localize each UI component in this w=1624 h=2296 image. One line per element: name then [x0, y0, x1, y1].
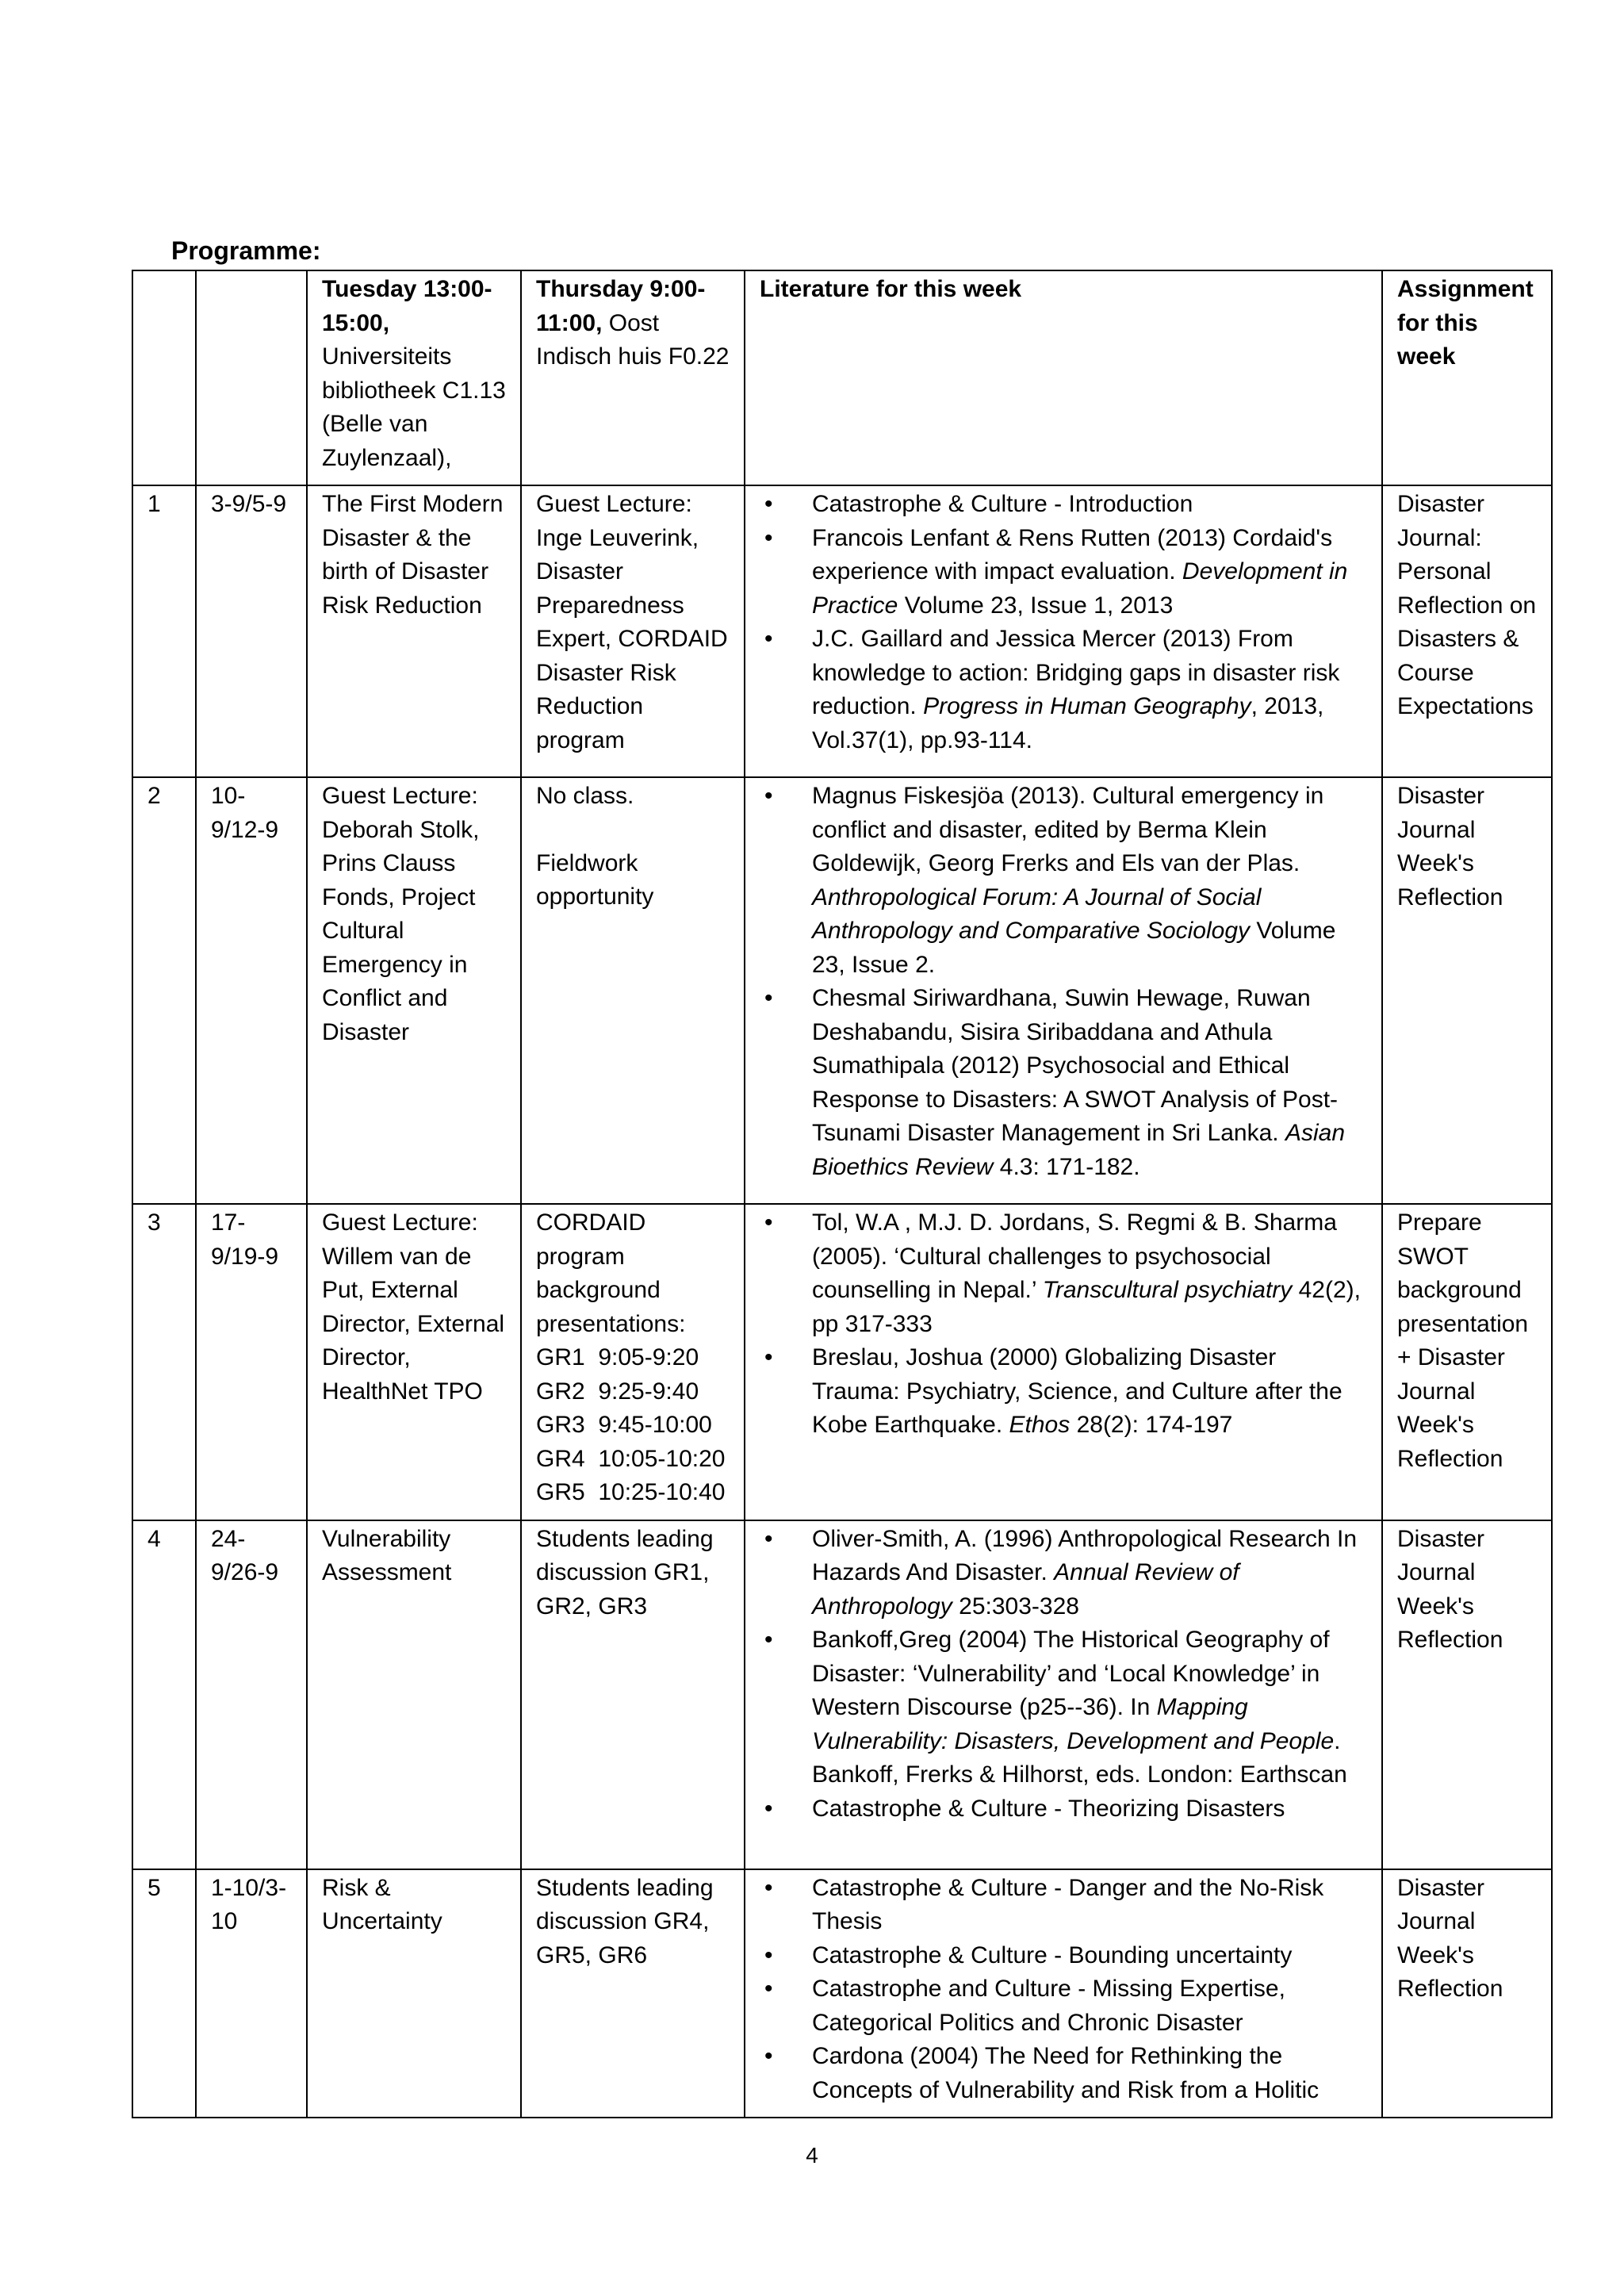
week-number: 2 — [132, 777, 196, 1204]
header-thursday-location: Oost Indisch huis F0.22 — [536, 309, 730, 370]
table-row — [132, 485, 1552, 777]
header-thursday-cell — [521, 270, 745, 485]
header-thursday-time: Thursday 9:00-11:00, — [536, 276, 706, 336]
tuesday-session: Vulnerability Assessment — [307, 1520, 521, 1869]
group-slot: GR2 9:25-9:40 — [536, 1378, 699, 1405]
literature-cell — [745, 485, 1382, 777]
assignment-cell: Disaster Journal Week's Reflection — [1382, 1869, 1552, 2118]
week-dates: 1-10/3-10 — [196, 1869, 307, 2118]
header-literature-cell — [745, 270, 1382, 485]
literature-list — [760, 488, 1367, 757]
literature-item: • Catastrophe and Culture - Missing Expertise, Categorical Politics and Chronic Disaster — [812, 1972, 1367, 2040]
header-assignment-label: Assignment for this week — [1397, 276, 1534, 370]
header-literature-label: Literature for this week — [760, 276, 1022, 302]
tuesday-session: Risk & Uncertainty — [307, 1869, 521, 2118]
literature-item: • Catastrophe & Culture - Danger and the No-Risk Thesis — [812, 1872, 1367, 1939]
thursday-session: Guest Lecture: Inge Leuverink, Disaster Preparedness Expert, CORDAID Disaster Risk Reduction program — [521, 485, 745, 777]
literature-item: • Catastrophe & Culture - Introduction — [812, 488, 1367, 522]
table-row — [132, 1869, 1552, 2118]
header-dates-cell — [196, 270, 307, 485]
literature-item: • Francois Lenfant & Rens Rutten (2013) Cordaid's experience with impact evaluation. Development in Practice Volume 23, Issue 1, 2013 — [812, 522, 1367, 623]
literature-item: • Oliver-Smith, A. (1996) Anthropological Research In Hazards And Disaster. Annual Review of Anthropology 25:303-328 — [812, 1523, 1367, 1624]
table-header-row — [132, 270, 1552, 485]
week-number: 3 — [132, 1204, 196, 1520]
literature-item: • J.C. Gaillard and Jessica Mercer (2013) From knowledge to action: Bridging gaps in disaster risk reduction. Progress in Human Geography, 2013, Vol.37(1), pp.93-114. — [812, 623, 1367, 757]
week-number: 4 — [132, 1520, 196, 1869]
group-slot: GR5 10:25-10:40 — [536, 1479, 726, 1505]
table-row — [132, 777, 1552, 1204]
literature-list — [760, 1523, 1367, 1826]
literature-list — [760, 1872, 1367, 2108]
literature-item: • Cardona (2004) The Need for Rethinking the Concepts of Vulnerability and Risk from a Holitic — [812, 2040, 1367, 2107]
thursday-note: CORDAID program background presentations: — [536, 1209, 686, 1337]
thursday-note: No class. — [536, 783, 634, 809]
literature-list — [760, 1206, 1367, 1443]
group-slot: GR3 9:45-10:00 — [536, 1412, 712, 1438]
thursday-note: Fieldwork opportunity — [536, 849, 654, 910]
literature-item: • Magnus Fiskesjöa (2013). Cultural emergency in conflict and disaster, edited by Berma Klein Goldewijk, Georg Frerks and Els van der Plas. Anthropological Forum: A Journal of Social Anthropology and Comparative Sociology Volume 23, Issue 2. — [812, 780, 1367, 982]
week-number: 5 — [132, 1869, 196, 2118]
thursday-session — [521, 777, 745, 1204]
thursday-session: Students leading discussion GR4, GR5, GR6 — [521, 1869, 745, 2118]
group-slot: GR1 9:05-9:20 — [536, 1344, 699, 1370]
literature-item: • Bankoff,Greg (2004) The Historical Geography of Disaster: ‘Vulnerability’ and ‘Local Knowledge’ in Western Discourse (p25--36). In Mapping Vulnerability: Disasters, Development and People. Bankoff, Frerks & Hilhorst, eds. London: Earthscan — [812, 1623, 1367, 1792]
table-row — [132, 1204, 1552, 1520]
page-number: 4 — [806, 2143, 818, 2168]
literature-cell — [745, 1869, 1382, 2118]
thursday-session — [521, 1204, 745, 1520]
week-dates: 3-9/5-9 — [196, 485, 307, 777]
literature-cell — [745, 1520, 1382, 1869]
programme-heading: Programme: — [171, 236, 321, 265]
header-tuesday-time: Tuesday 13:00-15:00, — [322, 276, 492, 336]
literature-item: • Breslau, Joshua (2000) Globalizing Disaster Trauma: Psychiatry, Science, and Culture after the Kobe Earthquake. Ethos 28(2): 174-197 — [812, 1341, 1367, 1443]
literature-item: • Catastrophe & Culture - Theorizing Disasters — [812, 1792, 1367, 1826]
assignment-cell: Disaster Journal Week's Reflection — [1382, 777, 1552, 1204]
header-tuesday-cell — [307, 270, 521, 485]
tuesday-session: The First Modern Disaster & the birth of Disaster Risk Reduction — [307, 485, 521, 777]
header-assignment-cell — [1382, 270, 1552, 485]
week-dates: 17-9/19-9 — [196, 1204, 307, 1520]
group-slot: GR4 10:05-10:20 — [536, 1445, 726, 1472]
assignment-cell: Disaster Journal Week's Reflection — [1382, 1520, 1552, 1869]
programme-table — [132, 270, 1553, 2118]
week-number: 1 — [132, 485, 196, 777]
literature-item: • Chesmal Siriwardhana, Suwin Hewage, Ruwan Deshabandu, Sisira Siribaddana and Athula Sumathipala (2012) Psychosocial and Ethical Response to Disasters: A SWOT Analysis of Post-Tsunami Disaster Management in Sri Lanka. Asian Bioethics Review 4.3: 171-182. — [812, 982, 1367, 1184]
literature-cell — [745, 777, 1382, 1204]
thursday-session: Students leading discussion GR1, GR2, GR3 — [521, 1520, 745, 1869]
header-week-cell — [132, 270, 196, 485]
week-dates: 10-9/12-9 — [196, 777, 307, 1204]
literature-item: • Catastrophe & Culture - Bounding uncertainty — [812, 1939, 1367, 1973]
week-dates: 24-9/26-9 — [196, 1520, 307, 1869]
tuesday-session: Guest Lecture: Willem van de Put, External Director, External Director, HealthNet TPO — [307, 1204, 521, 1520]
assignment-cell: Disaster Journal: Personal Reflection on Disasters & Course Expectations — [1382, 485, 1552, 777]
tuesday-session: Guest Lecture: Deborah Stolk, Prins Clauss Fonds, Project Cultural Emergency in Conflict and Disaster — [307, 777, 521, 1204]
assignment-cell: Prepare SWOT background presentation + Disaster Journal Week's Reflection — [1382, 1204, 1552, 1520]
literature-list — [760, 780, 1367, 1184]
literature-cell — [745, 1204, 1382, 1520]
literature-item: • Tol, W.A , M.J. D. Jordans, S. Regmi & B. Sharma (2005). ‘Cultural challenges to psychosocial counselling in Nepal.’ Transcultural psychiatry 42(2), pp 317-333 — [812, 1206, 1367, 1341]
header-tuesday-location: Universiteits bibliotheek C1.13 (Belle van Zuylenzaal), — [322, 343, 506, 471]
table-row — [132, 1520, 1552, 1869]
